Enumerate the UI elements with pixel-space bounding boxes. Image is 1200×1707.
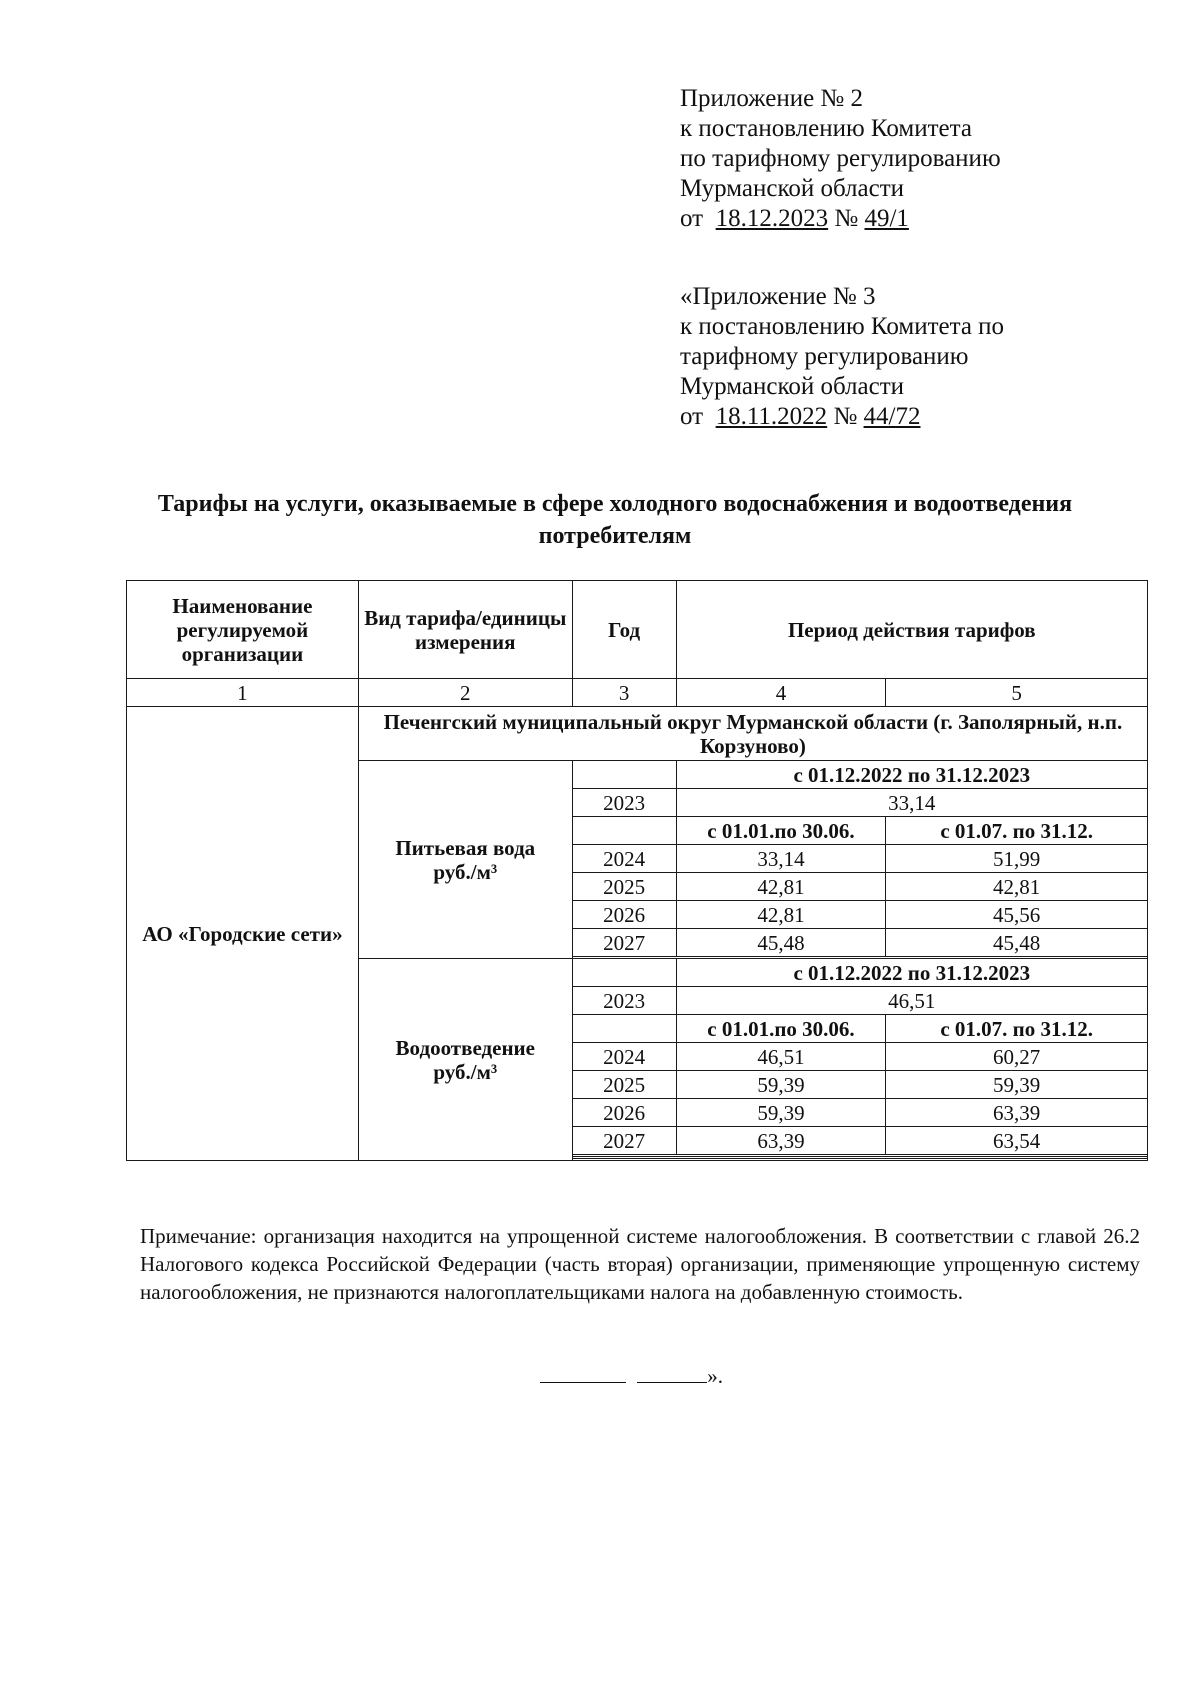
full-period: с 01.12.2022 по 31.12.2023 <box>676 761 1147 789</box>
tariff-value: 42,81 <box>886 873 1148 901</box>
appendix-date-line <box>680 402 1004 432</box>
number-sign: № <box>834 205 859 232</box>
tariff-value: 42,81 <box>676 901 886 929</box>
tariff-value: 46,51 <box>676 1043 886 1071</box>
col-number: 3 <box>572 679 676 707</box>
year-cell: 2026 <box>572 901 676 929</box>
col-number: 2 <box>358 679 572 707</box>
col-number: 1 <box>127 679 359 707</box>
appendix-amended-header <box>680 282 1004 432</box>
appendix-line: Приложение № 2 <box>680 85 864 112</box>
year-cell: 2027 <box>572 929 676 957</box>
appendix-line: Мурманской области <box>680 175 905 202</box>
header-kind: Вид тарифа/единицы измерения <box>358 581 572 679</box>
signature-line <box>637 1366 707 1383</box>
tariff-table <box>126 580 1148 1161</box>
full-period: с 01.12.2022 по 31.12.2023 <box>676 959 1147 987</box>
appendix-current-header <box>680 84 1001 234</box>
appendix-date-line <box>680 204 1001 234</box>
tariff-value: 59,39 <box>676 1099 886 1127</box>
service-wastewater <box>358 959 572 1161</box>
tariff-value: 63,54 <box>886 1127 1148 1155</box>
service-drinking-water <box>358 761 572 959</box>
year-cell: 2026 <box>572 1099 676 1127</box>
appendix-line: тарифному регулированию <box>680 343 969 370</box>
service-unit: руб./м³ <box>433 859 498 884</box>
appendix-line: к постановлению Комитета <box>680 115 972 142</box>
closing-quote: ». <box>707 1364 723 1388</box>
from-label: от <box>680 403 704 430</box>
appendix-line: к постановлению Комитета по <box>680 313 1005 340</box>
year-cell: 2024 <box>572 845 676 873</box>
decree-number: 49/1 <box>864 205 909 232</box>
year-cell: 2024 <box>572 1043 676 1071</box>
year-cell-empty <box>572 1015 676 1043</box>
decree-number: 44/72 <box>863 403 921 430</box>
tariff-value: 46,51 <box>676 987 1147 1015</box>
year-cell: 2025 <box>572 873 676 901</box>
tariff-value: 60,27 <box>886 1043 1148 1071</box>
col-number: 5 <box>886 679 1148 707</box>
closing-line <box>540 1364 723 1389</box>
tariff-value: 42,81 <box>676 873 886 901</box>
appendix-line: «Приложение № 3 <box>680 283 876 310</box>
year-cell: 2023 <box>572 987 676 1015</box>
tariff-value: 33,14 <box>676 789 1147 817</box>
service-unit: руб./м³ <box>433 1059 498 1084</box>
half2-header: с 01.07. по 31.12. <box>886 1015 1148 1043</box>
org-name: АО «Городские сети» <box>127 707 359 1161</box>
tariff-value: 45,48 <box>886 929 1148 957</box>
header-period: Период действия тарифов <box>676 581 1147 679</box>
from-label: от <box>680 205 704 232</box>
half1-header: с 01.01.по 30.06. <box>676 1015 886 1043</box>
tariff-value: 63,39 <box>886 1099 1148 1127</box>
year-cell-empty <box>572 959 676 987</box>
year-cell: 2023 <box>572 789 676 817</box>
tariff-value: 51,99 <box>886 845 1148 873</box>
year-cell-empty <box>572 761 676 789</box>
tariff-value: 45,56 <box>886 901 1148 929</box>
half1-header: с 01.01.по 30.06. <box>676 817 886 845</box>
header-org: Наименование регулируемой организации <box>127 581 359 679</box>
service-name: Водоотведение <box>395 1035 535 1060</box>
year-cell-empty <box>572 817 676 845</box>
col-number: 4 <box>676 679 886 707</box>
tariff-value: 59,39 <box>886 1071 1148 1099</box>
spacer <box>572 1159 1147 1161</box>
number-sign: № <box>833 403 858 430</box>
tariff-value: 33,14 <box>676 845 886 873</box>
tariff-value: 59,39 <box>676 1071 886 1099</box>
tariff-value: 45,48 <box>676 929 886 957</box>
half2-header: с 01.07. по 31.12. <box>886 817 1148 845</box>
decree-date: 18.12.2023 <box>715 205 829 232</box>
appendix-line: по тарифному регулированию <box>680 145 1001 172</box>
tariff-value: 63,39 <box>676 1127 886 1155</box>
document-title: Тарифы на услуги, оказываемые в сфере холодного водоснабжения и водоотведения потребителям <box>157 491 1073 549</box>
tax-note: Примечание: организация находится на упрощенной системе налогообложения. В соответствии с главой 26.2 Налогового кодекса Российской Федерации (часть вторая) организации, применяющие упрощенную систему налогообложения, не признаются налогоплательщиками налога на добавленную стоимость. <box>140 1224 1140 1304</box>
signature-line <box>540 1366 626 1383</box>
header-year: Год <box>572 581 676 679</box>
decree-date: 18.11.2022 <box>715 403 828 430</box>
service-name: Питьевая вода <box>395 835 536 860</box>
appendix-line: Мурманской области <box>680 373 905 400</box>
year-cell: 2027 <box>572 1127 676 1155</box>
region-row: Печенгский муниципальный округ Мурманской области (г. Заполярный, н.п. Корзуново) <box>358 707 1147 761</box>
year-cell: 2025 <box>572 1071 676 1099</box>
